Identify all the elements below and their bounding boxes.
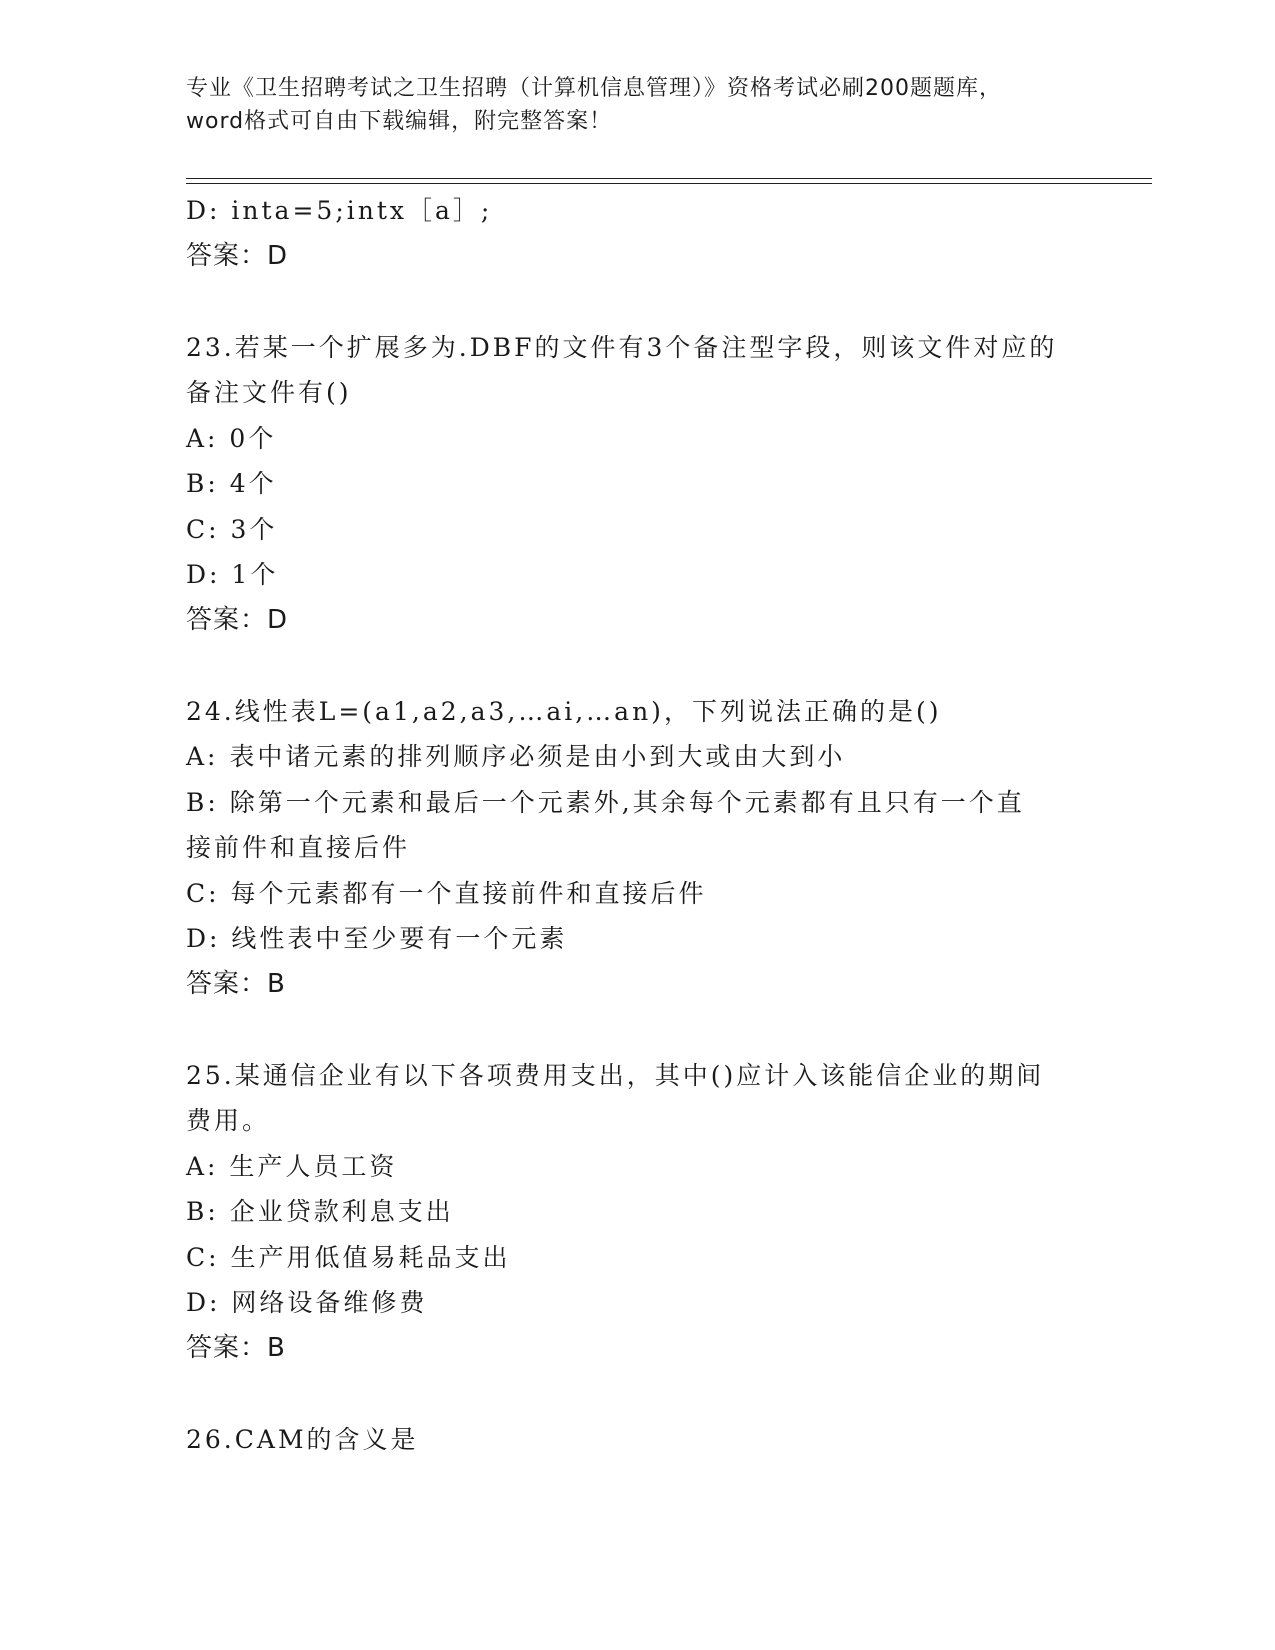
q23-stem-line2: 备注文件有() xyxy=(186,378,352,407)
q24-option-d: D: 线性表中至少要有一个元素 xyxy=(186,924,568,953)
header-title-line2: word格式可自由下载编辑，附完整答案！ xyxy=(186,109,613,134)
q22-answer: 答案：D xyxy=(186,240,289,271)
question-list xyxy=(186,188,1126,1462)
header-title-line1: 专业《卫生招聘考试之卫生招聘（计算机信息管理）》资格考试必刷200题题库， xyxy=(186,76,1002,101)
header-divider-bottom xyxy=(186,183,1152,184)
q23-option-c: C: 3个 xyxy=(186,514,278,544)
q24-option-b-line1: B: 除第一个元素和最后一个元素外,其余每个元素都有且只有一个直 xyxy=(186,787,1025,817)
header-divider-top xyxy=(186,178,1152,179)
spacer xyxy=(186,643,1126,689)
document-header xyxy=(186,72,1086,138)
q25-stem-line2: 费用。 xyxy=(186,1106,271,1135)
q26-stem-line1: 26.CAM的含义是 xyxy=(186,1424,419,1454)
q24-option-b-line2: 接前件和直接后件 xyxy=(186,833,411,862)
spacer xyxy=(186,1007,1126,1053)
q23-option-d: D: 1个 xyxy=(186,560,279,589)
q24-answer: 答案：B xyxy=(186,968,286,999)
q25-option-b: B: 企业贷款利息支出 xyxy=(186,1197,454,1226)
q23-option-a: A: 0个 xyxy=(186,423,277,453)
q24-stem-line1: 24.线性表L=(a1,a2,a3,…ai,…an)，下列说法正确的是() xyxy=(186,696,942,726)
q23-stem-line1: 23.若某一个扩展多为.DBF的文件有3个备注型字段，则该文件对应的 xyxy=(186,332,1058,362)
q25-answer: 答案：B xyxy=(186,1332,286,1363)
q23-option-b: B: 4个 xyxy=(186,469,277,498)
q24-option-c: C: 每个元素都有一个直接前件和直接后件 xyxy=(186,878,707,908)
q25-option-a: A: 生产人员工资 xyxy=(186,1151,398,1181)
q25-stem-line1: 25.某通信企业有以下各项费用支出，其中()应计入该能信企业的期间 xyxy=(186,1060,1045,1090)
q22-option-d: D: inta=5;intx［a］; xyxy=(186,196,493,225)
q25-option-c: C: 生产用低值易耗品支出 xyxy=(186,1242,511,1272)
q24-option-a: A: 表中诸元素的排列顺序必须是由小到大或由大到小 xyxy=(186,742,846,771)
q25-option-d: D: 网络设备维修费 xyxy=(186,1288,428,1317)
spacer xyxy=(186,1371,1126,1417)
spacer xyxy=(186,279,1126,325)
q23-answer: 答案：D xyxy=(186,604,289,635)
